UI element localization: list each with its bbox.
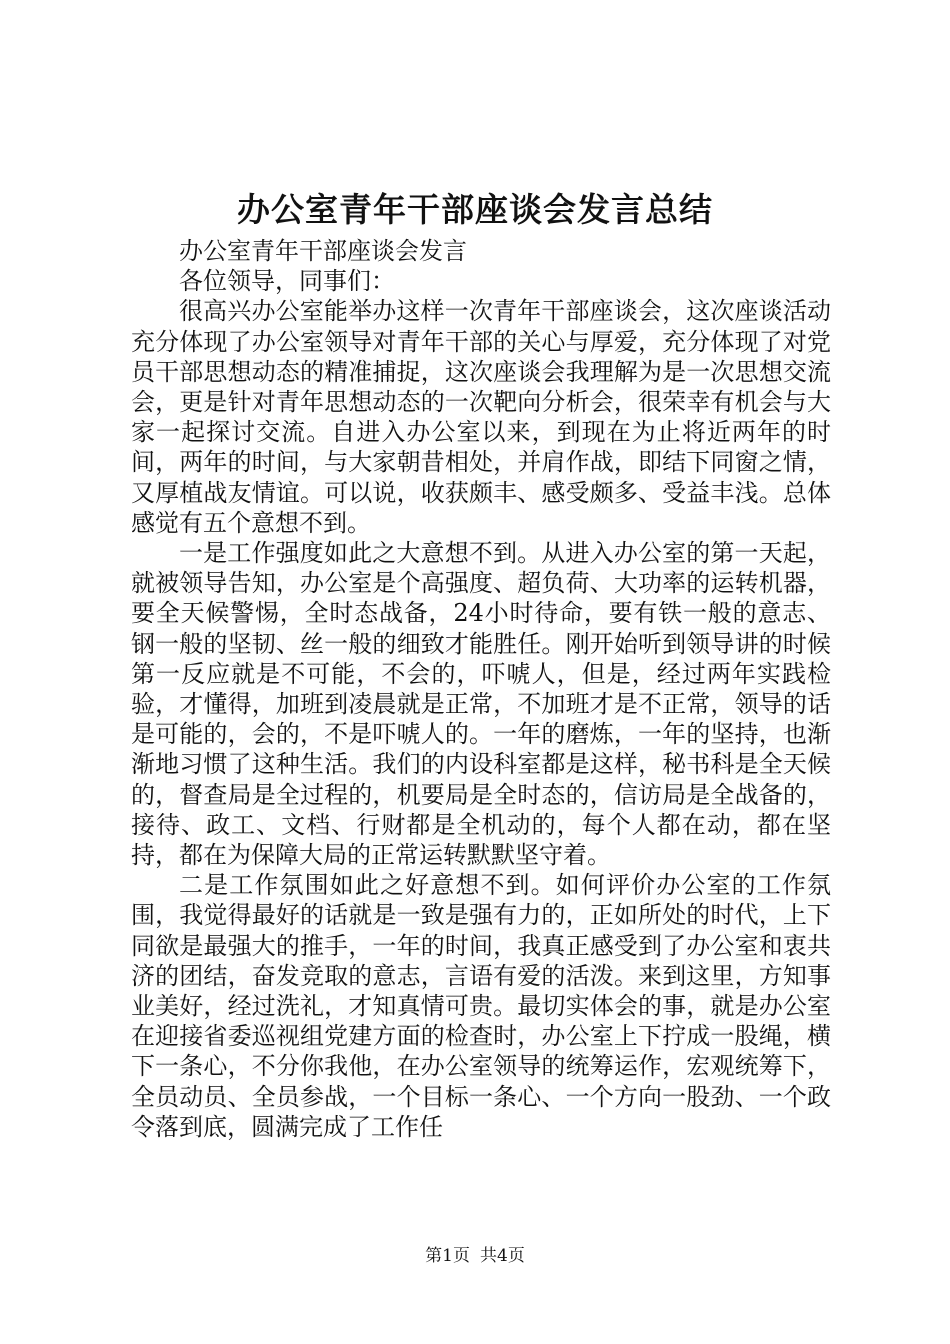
salutation-line: 各位领导，同事们： [179, 267, 395, 296]
subtitle-line: 办公室青年干部座谈会发言 [179, 237, 467, 265]
body-paragraph: 一是工作强度如此之大意想不到。从进入办公室的第一天起，就被领导告知，办公室是个高强度、超负荷、大功率的运转机器，要全天候警惕，全时态战备，24小时待命，要有铁一般的意志、钢一般的坚韧、丝一般的细致才能胜任。刚开始听到领导讲的时候第一反应就是不可能，不会的，吓唬人，但是，经过两年实践检验，才懂得，加班到凌晨就是正常，不加班才是不正常，领导的话是可能的，会的，不是吓唬人的。一年的磨炼，一年的坚持，也渐渐地习惯了这种生活。我们的内设科室都是这样，秘书科是全天候的，督查局是全过程的，机要局是全时态的，信访局是全战备的，接待、政工、文档、行财都是全机动的，每个人都在动，都在坚持，都在为保障大局的正常运转默默坚守着。 [131, 539, 831, 870]
page-number: 第1页 [425, 1246, 470, 1266]
body-paragraph: 很高兴办公室能举办这样一次青年干部座谈会，这次座谈活动充分体现了办公室领导对青年干部的关心与厚爱，充分体现了对党员干部思想动态的精准捕捉，这次座谈会我理解为是一次思想交流会，更是针对青年思想动态的一次靶向分析会，很荣幸有机会与大家一起探讨交流。自进入办公室以来，到现在为止将近两年的时间，两年的时间，与大家朝昔相处，并肩作战，即结下同窗之情，又厚植战友情谊。可以说，收获颇丰、感受颇多、受益丰浅。总体感觉有五个意想不到。 [131, 297, 831, 537]
document-body [131, 236, 831, 1142]
body-paragraph: 二是工作氛围如此之好意想不到。如何评价办公室的工作氛围，我觉得最好的话就是一致是强有力的，正如所处的时代，上下同欲是最强大的推手，一年的时间，我真正感受到了办公室和衷共济的团结，奋发竞取的意志，言语有爱的活泼。来到这里，方知事业美好，经过洗礼，才知真情可贵。最切实体会的事，就是办公室在迎接省委巡视组党建方面的检查时，办公室上下拧成一股绳，横下一条心，不分你我他，在办公室领导的统筹运作，宏观统筹下，全员动员、全员参战，一个目标一条心、一个方向一股劲、一个政令落到底，圆满完成了工作任 [131, 871, 831, 1141]
page-total: 共4页 [480, 1246, 525, 1266]
document-title: 办公室青年干部座谈会发言总结 [237, 190, 713, 229]
page-footer [0, 1244, 950, 1268]
